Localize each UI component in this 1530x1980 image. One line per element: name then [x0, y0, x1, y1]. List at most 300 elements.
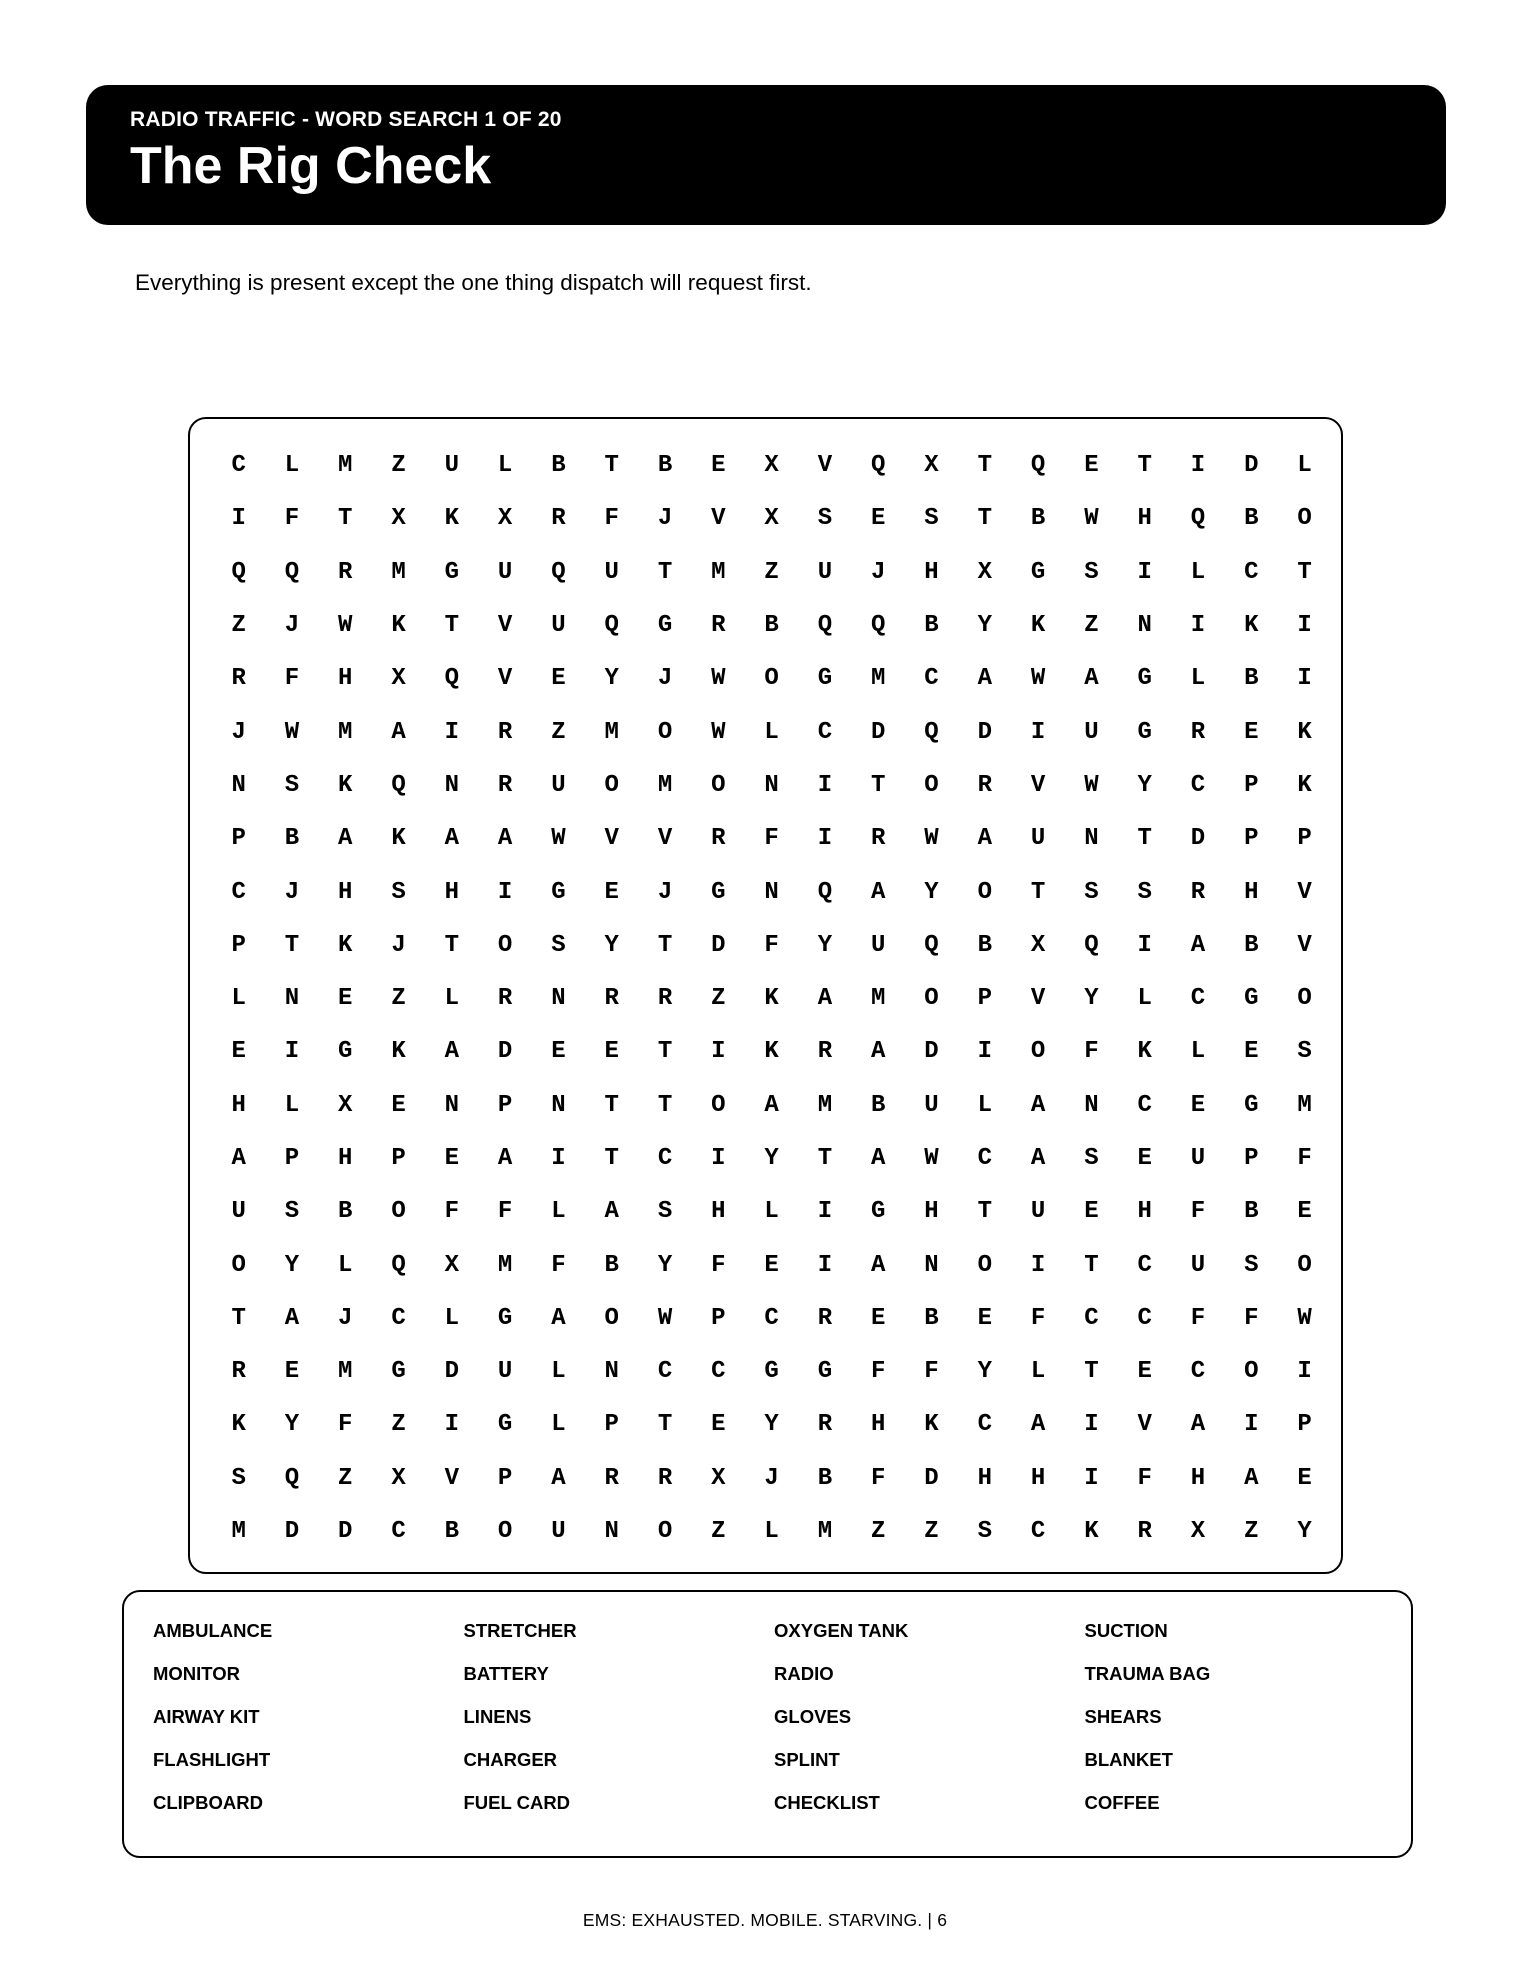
grid-letter: I — [1137, 931, 1152, 959]
grid-letter: O — [1030, 1038, 1046, 1066]
grid-letter: Z — [924, 1518, 939, 1546]
grid-letter: U — [551, 1518, 566, 1546]
grid-letter: L — [284, 1091, 300, 1119]
grid-letter: F — [1137, 1464, 1152, 1492]
grid-letter: N — [924, 1251, 939, 1279]
grid-letter: L — [551, 1411, 566, 1439]
grid-letter: Z — [231, 612, 246, 640]
grid-letter: H — [924, 1198, 939, 1226]
grid-letter: H — [1190, 1464, 1206, 1492]
grid-letter: K — [338, 931, 353, 959]
grid-letter: Q — [1084, 931, 1099, 959]
grid-letter: C — [1190, 1358, 1206, 1386]
grid-letter: U — [231, 1198, 246, 1226]
grid-letter: Z — [711, 1518, 726, 1546]
grid-letter: R — [497, 718, 513, 746]
grid-letter: A — [391, 718, 406, 746]
word-list — [153, 1620, 1395, 1835]
grid-letter: O — [1297, 505, 1312, 533]
word-list-item: CHARGER — [463, 1749, 558, 1770]
grid-letter: O — [497, 1518, 513, 1546]
grid-letter: Q — [924, 718, 939, 746]
grid-letter: T — [1084, 1358, 1099, 1386]
word-list-item: LINENS — [463, 1706, 532, 1727]
grid-letter: A — [817, 985, 833, 1013]
grid-letter: F — [284, 665, 300, 693]
grid-letter: C — [391, 1518, 406, 1546]
grid-letter: O — [1297, 1251, 1312, 1279]
grid-letter: H — [444, 878, 460, 906]
grid-letter: V — [817, 452, 833, 480]
grid-letter: M — [871, 665, 886, 693]
grid-letter: C — [657, 1358, 673, 1386]
grid-letter: U — [1084, 718, 1099, 746]
grid-letter: F — [871, 1358, 886, 1386]
grid-letter: A — [1244, 1464, 1259, 1492]
grid-letter: R — [657, 1464, 673, 1492]
grid-letter: F — [764, 931, 779, 959]
grid-letter: M — [711, 558, 726, 586]
grid-letter: N — [1137, 612, 1152, 640]
word-list-item: OXYGEN TANK — [774, 1620, 909, 1641]
grid-letter: V — [711, 505, 726, 533]
grid-letter: C — [817, 718, 833, 746]
grid-letter: T — [1297, 558, 1312, 586]
grid-letter: E — [977, 1304, 992, 1332]
grid-letter: R — [231, 1358, 246, 1386]
grid-letter: Q — [391, 771, 406, 799]
grid-letter: A — [1030, 1411, 1046, 1439]
grid-letter: R — [817, 1038, 833, 1066]
grid-letter: A — [497, 1145, 513, 1172]
grid-letter: S — [657, 1198, 673, 1226]
grid-letter: P — [231, 931, 246, 959]
grid-letter: G — [444, 558, 460, 586]
grid-letter: S — [551, 931, 566, 959]
grid-letter: P — [231, 825, 246, 853]
grid-letter: J — [284, 612, 300, 640]
grid-letter: X — [1030, 931, 1046, 959]
grid-letter: A — [1030, 1145, 1046, 1172]
grid-letter: I — [444, 1411, 460, 1439]
grid-letter: G — [391, 1358, 406, 1386]
grid-letter: Y — [604, 931, 619, 959]
grid-letter: K — [924, 1411, 939, 1439]
grid-letter: C — [1137, 1091, 1152, 1119]
grid-letter: J — [231, 718, 246, 746]
grid-letter: A — [338, 825, 353, 853]
grid-letter: K — [1084, 1518, 1099, 1546]
grid-letter: B — [1244, 505, 1259, 533]
grid-letter: E — [444, 1145, 460, 1172]
grid-letter: B — [924, 1304, 939, 1332]
grid-letter: V — [604, 825, 619, 853]
grid-letter: M — [231, 1518, 246, 1546]
grid-letter: P — [1244, 825, 1259, 853]
grid-letter: H — [231, 1091, 246, 1119]
grid-letter: H — [338, 878, 353, 906]
grid-letter: T — [604, 1145, 619, 1172]
grid-letter: K — [1297, 771, 1312, 799]
grid-letter: S — [1137, 878, 1152, 906]
grid-letter: I — [817, 1251, 833, 1279]
grid-letter: G — [497, 1304, 513, 1332]
grid-letter: G — [871, 1198, 886, 1226]
grid-letter: I — [1190, 452, 1206, 480]
grid-letter: H — [1137, 1198, 1152, 1226]
grid-letter: I — [817, 1198, 833, 1226]
grid-letter: J — [657, 665, 673, 693]
grid-letter: Z — [711, 985, 726, 1013]
grid-letter: R — [817, 1304, 833, 1332]
grid-letter: L — [764, 1518, 779, 1546]
grid-letter: K — [1297, 718, 1312, 746]
grid-letter: N — [604, 1358, 619, 1386]
grid-letter: W — [924, 825, 939, 853]
grid-letter: K — [444, 505, 460, 533]
grid-letter: N — [551, 985, 566, 1013]
grid-letter: B — [1244, 931, 1259, 959]
grid-letter: Q — [817, 612, 833, 640]
grid-letter: E — [764, 1251, 779, 1279]
grid-letter: A — [1190, 1411, 1206, 1439]
grid-letter: B — [977, 931, 992, 959]
grid-letter: I — [1244, 1411, 1259, 1439]
grid-letter: O — [657, 1518, 673, 1546]
grid-letter: R — [231, 665, 246, 693]
grid-letter: U — [1030, 1198, 1046, 1226]
grid-letter: C — [711, 1358, 726, 1386]
grid-letter: A — [444, 1038, 460, 1066]
grid-letter: Y — [764, 1411, 779, 1439]
grid-letter: H — [338, 665, 353, 693]
grid-letter: P — [1297, 1411, 1312, 1439]
grid-letter: L — [497, 452, 513, 480]
grid-letter: E — [231, 1038, 246, 1066]
grid-letter: G — [817, 1358, 833, 1386]
grid-letter: F — [924, 1358, 939, 1386]
grid-letter: B — [924, 612, 939, 640]
grid-letter: X — [391, 505, 406, 533]
grid-letter: B — [284, 825, 300, 853]
grid-letter: E — [604, 878, 619, 906]
grid-letter: S — [1084, 558, 1099, 586]
grid-letter: B — [1244, 1198, 1259, 1226]
grid-letter: I — [817, 771, 833, 799]
grid-letter: K — [1244, 612, 1259, 640]
grid-letter: W — [1030, 665, 1046, 693]
grid-letter: I — [1297, 1358, 1312, 1386]
grid-letter: O — [764, 665, 779, 693]
page-title: The Rig Check — [130, 137, 492, 195]
grid-letter: E — [711, 1411, 726, 1439]
grid-letter: E — [391, 1091, 406, 1119]
grid-letter: U — [924, 1091, 939, 1119]
grid-letter: W — [284, 718, 300, 746]
grid-letter: Z — [391, 985, 406, 1013]
grid-letter: O — [977, 878, 992, 906]
grid-letter: S — [1084, 878, 1099, 906]
grid-letter: E — [1297, 1464, 1312, 1492]
grid-letter: O — [604, 1304, 619, 1332]
grid-letter: L — [284, 452, 300, 480]
grid-letter: T — [657, 931, 673, 959]
grid-letter: W — [1297, 1304, 1312, 1332]
grid-letter: G — [497, 1411, 513, 1439]
grid-letter: R — [604, 985, 619, 1013]
grid-letter: C — [977, 1145, 992, 1172]
grid-letter: E — [604, 1038, 619, 1066]
grid-letter: S — [977, 1518, 992, 1546]
grid-letter: K — [338, 771, 353, 799]
grid-letter: A — [231, 1145, 246, 1172]
grid-letter: G — [1137, 718, 1152, 746]
puzzle-kicker: RADIO TRAFFIC - WORD SEARCH 1 OF 20 — [130, 108, 562, 131]
grid-letter: E — [1244, 718, 1259, 746]
grid-letter: D — [924, 1038, 939, 1066]
grid-letter: Q — [284, 558, 300, 586]
grid-letter: H — [1137, 505, 1152, 533]
grid-letter: O — [1297, 985, 1312, 1013]
grid-letter: F — [444, 1198, 460, 1226]
grid-letter: F — [1244, 1304, 1259, 1332]
grid-letter: N — [1084, 1091, 1099, 1119]
grid-letter: B — [764, 612, 779, 640]
grid-letter: M — [817, 1091, 833, 1119]
grid-letter: G — [1137, 665, 1152, 693]
grid-letter: E — [711, 452, 726, 480]
grid-letter: X — [977, 558, 992, 586]
grid-letter: C — [1030, 1518, 1046, 1546]
grid-letter: I — [1137, 558, 1152, 586]
grid-letter: S — [1297, 1038, 1312, 1066]
grid-letter: T — [1137, 452, 1152, 480]
grid-letter: Q — [284, 1464, 300, 1492]
grid-letter: C — [231, 878, 246, 906]
grid-letter: X — [924, 452, 939, 480]
grid-letter: T — [817, 1145, 833, 1172]
grid-letter: L — [1030, 1358, 1046, 1386]
grid-letter: Y — [924, 878, 939, 906]
grid-letter: F — [1084, 1038, 1099, 1066]
grid-letter: R — [551, 505, 566, 533]
grid-letter: O — [924, 985, 939, 1013]
grid-letter: D — [338, 1518, 353, 1546]
grid-letter: I — [1084, 1411, 1099, 1439]
word-list-item: BLANKET — [1084, 1749, 1173, 1770]
grid-letter: H — [338, 1145, 353, 1172]
grid-letter: J — [391, 931, 406, 959]
grid-letter: W — [711, 718, 726, 746]
grid-letter: A — [604, 1198, 619, 1226]
grid-letter: Q — [551, 558, 566, 586]
word-list-item: RADIO — [774, 1663, 834, 1684]
grid-letter: O — [711, 1091, 726, 1119]
grid-letter: L — [1190, 665, 1206, 693]
grid-letter: M — [497, 1251, 513, 1279]
grid-letter: S — [391, 878, 406, 906]
grid-letter: X — [1190, 1518, 1206, 1546]
grid-letter: C — [1244, 558, 1259, 586]
grid-letter: A — [551, 1464, 566, 1492]
grid-letter: F — [551, 1251, 566, 1279]
grid-letter: Y — [1297, 1518, 1312, 1546]
page-footer: EMS: EXHAUSTED. MOBILE. STARVING. | 6 — [582, 1910, 948, 1930]
grid-letter: L — [1190, 1038, 1206, 1066]
word-list-item: MONITOR — [153, 1663, 241, 1684]
grid-letter: V — [657, 825, 673, 853]
grid-letter: Y — [1084, 985, 1099, 1013]
grid-letter: P — [977, 985, 992, 1013]
grid-letter: N — [284, 985, 300, 1013]
grid-letter: N — [444, 1091, 460, 1119]
grid-letter: A — [1084, 665, 1099, 693]
grid-letter: L — [444, 985, 460, 1013]
grid-letter: L — [764, 1198, 779, 1226]
grid-letter: T — [657, 1038, 673, 1066]
grid-letter: U — [497, 1358, 513, 1386]
grid-letter: O — [711, 771, 726, 799]
grid-letter: C — [764, 1304, 779, 1332]
grid-letter: T — [657, 1411, 673, 1439]
grid-letter: T — [871, 771, 886, 799]
grid-letter: G — [1030, 558, 1046, 586]
grid-letter: O — [1244, 1358, 1259, 1386]
grid-letter: I — [1084, 1464, 1099, 1492]
grid-letter: M — [338, 718, 353, 746]
grid-letter: S — [817, 505, 833, 533]
grid-letter: Q — [1030, 452, 1046, 480]
grid-letter: P — [1297, 825, 1312, 853]
grid-letter: J — [657, 505, 673, 533]
grid-letter: E — [551, 665, 566, 693]
grid-letter: X — [711, 1464, 726, 1492]
grid-letter: R — [711, 612, 726, 640]
grid-letter: J — [871, 558, 886, 586]
grid-letter: V — [497, 612, 513, 640]
grid-letter: H — [1244, 878, 1259, 906]
grid-letter: I — [497, 878, 513, 906]
grid-letter: D — [497, 1038, 513, 1066]
grid-letter: Y — [977, 1358, 992, 1386]
grid-letter: K — [1030, 612, 1046, 640]
grid-letter: O — [231, 1251, 246, 1279]
word-list-item: SHEARS — [1084, 1706, 1162, 1727]
grid-letter: H — [977, 1464, 992, 1492]
grid-letter: Z — [1244, 1518, 1259, 1546]
grid-letter: M — [338, 452, 353, 480]
grid-letter: I — [1297, 665, 1312, 693]
grid-letter: F — [338, 1411, 353, 1439]
grid-letter: U — [871, 931, 886, 959]
grid-letter: F — [1030, 1304, 1046, 1332]
grid-letter: Y — [284, 1251, 300, 1279]
grid-letter: F — [1297, 1145, 1312, 1172]
grid-letter: S — [1244, 1251, 1259, 1279]
grid-letter: M — [604, 718, 619, 746]
grid-letter: T — [444, 612, 460, 640]
grid-letter: O — [657, 718, 673, 746]
grid-letter: X — [391, 1464, 406, 1492]
grid-letter: L — [551, 1198, 566, 1226]
grid-letter: G — [338, 1038, 353, 1066]
grid-letter: K — [391, 825, 406, 853]
grid-letter: M — [1297, 1091, 1312, 1119]
grid-letter: Z — [1084, 612, 1099, 640]
grid-letter: G — [817, 665, 833, 693]
grid-letter: U — [817, 558, 833, 586]
grid-letter: L — [977, 1091, 992, 1119]
grid-letter: N — [444, 771, 460, 799]
grid-letter: U — [551, 612, 566, 640]
grid-letter: T — [977, 505, 992, 533]
grid-letter: C — [1190, 985, 1206, 1013]
grid-letter: B — [338, 1198, 353, 1226]
grid-letter: K — [231, 1411, 246, 1439]
grid-letter: K — [1137, 1038, 1152, 1066]
grid-letter: Z — [338, 1464, 353, 1492]
grid-letter: T — [338, 505, 353, 533]
letter-grid — [212, 439, 1331, 1558]
grid-letter: N — [231, 771, 246, 799]
grid-letter: E — [1137, 1358, 1152, 1386]
grid-letter: T — [977, 1198, 992, 1226]
grid-letter: F — [871, 1464, 886, 1492]
grid-letter: I — [284, 1038, 300, 1066]
grid-letter: I — [1030, 1251, 1046, 1279]
grid-letter: D — [924, 1464, 939, 1492]
grid-letter: E — [1297, 1198, 1312, 1226]
grid-letter: U — [604, 558, 619, 586]
grid-letter: T — [657, 1091, 673, 1119]
grid-letter: Y — [977, 612, 992, 640]
grid-letter: T — [1137, 825, 1152, 853]
grid-letter: A — [871, 878, 886, 906]
grid-letter: A — [497, 825, 513, 853]
grid-letter: W — [1084, 505, 1099, 533]
grid-letter: N — [764, 878, 779, 906]
grid-letter: F — [497, 1198, 513, 1226]
grid-letter: A — [871, 1038, 886, 1066]
grid-letter: R — [604, 1464, 619, 1492]
grid-letter: P — [284, 1145, 300, 1172]
word-list-item: STRETCHER — [463, 1620, 577, 1641]
grid-letter: Q — [817, 878, 833, 906]
grid-letter: W — [1084, 771, 1099, 799]
grid-letter: Q — [391, 1251, 406, 1279]
grid-letter: R — [817, 1411, 833, 1439]
grid-letter: U — [551, 771, 566, 799]
grid-letter: R — [1190, 878, 1206, 906]
grid-letter: R — [871, 825, 886, 853]
grid-letter: Y — [604, 665, 619, 693]
word-list-box — [122, 1590, 1413, 1858]
grid-letter: D — [1190, 825, 1206, 853]
grid-letter: W — [551, 825, 566, 853]
grid-letter: V — [497, 665, 513, 693]
grid-letter: M — [391, 558, 406, 586]
grid-letter: I — [1297, 612, 1312, 640]
grid-letter: B — [551, 452, 566, 480]
word-list-item: SPLINT — [774, 1749, 840, 1770]
grid-letter: Z — [391, 1411, 406, 1439]
grid-letter: O — [604, 771, 619, 799]
grid-letter: I — [231, 505, 246, 533]
grid-letter: I — [711, 1038, 726, 1066]
grid-letter: D — [871, 718, 886, 746]
grid-letter: V — [1297, 878, 1312, 906]
grid-letter: Q — [231, 558, 246, 586]
